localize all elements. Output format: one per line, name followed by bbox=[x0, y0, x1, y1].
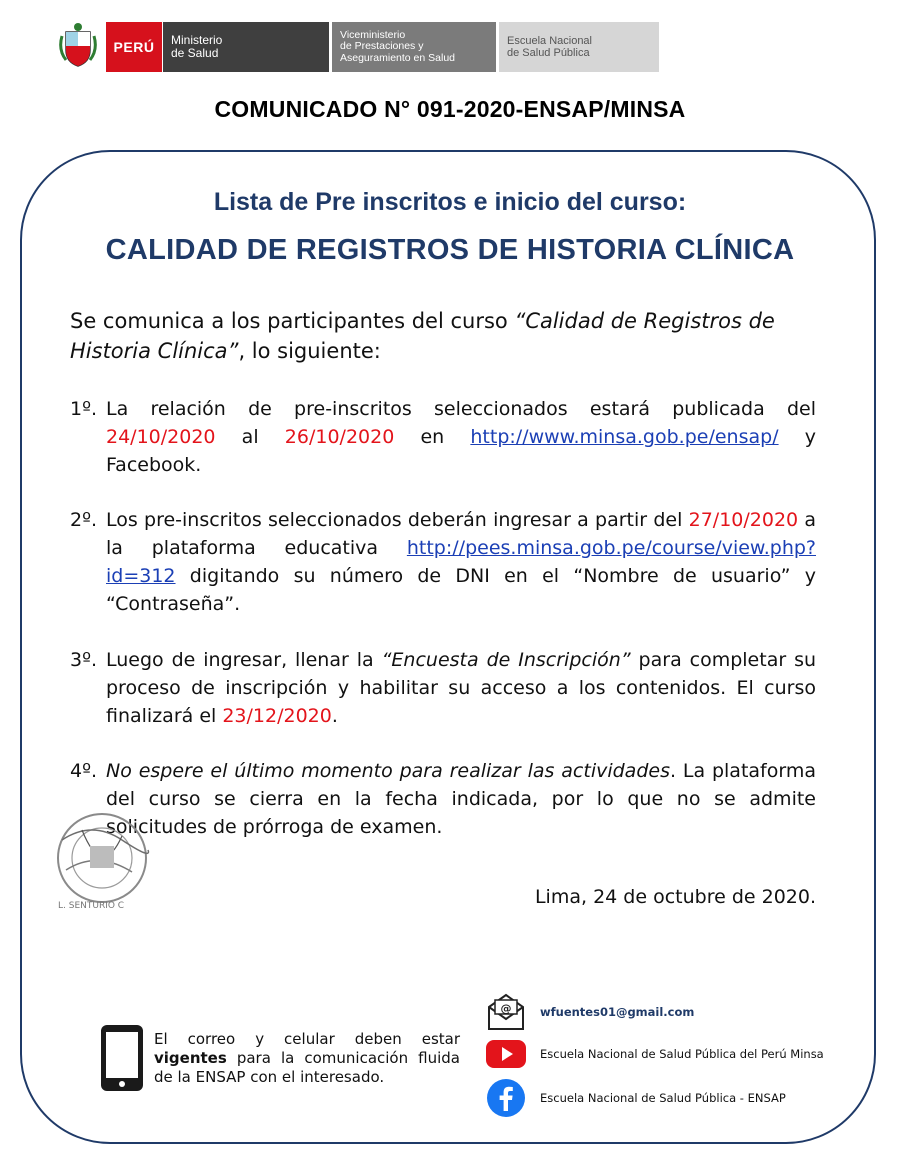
list-item-4 bbox=[70, 757, 816, 841]
course-title: CALIDAD DE REGISTROS DE HISTORIA CLÍNICA bbox=[105, 234, 795, 266]
item-number: 1º. bbox=[70, 398, 98, 420]
official-stamp bbox=[52, 810, 152, 910]
item-number: 4º. bbox=[70, 760, 98, 782]
list-item-1 bbox=[70, 395, 816, 479]
mobile-phone-icon bbox=[100, 1024, 144, 1092]
vice-line-3: Aseguramiento en Salud bbox=[340, 51, 455, 64]
list-item-3 bbox=[70, 646, 816, 730]
facebook-link[interactable]: Escuela Nacional de Salud Pública - ENSAP bbox=[540, 1091, 786, 1105]
school-line-1: Escuela Nacional bbox=[507, 35, 592, 47]
intro-course-name: “Calidad de Registros de Historia Clínica” bbox=[70, 309, 775, 363]
item-text: y Facebook. bbox=[106, 426, 816, 476]
comunicado-heading: COMUNICADO N° 091-2020-ENSAP/MINSA bbox=[214, 96, 686, 122]
item-number: 3º. bbox=[70, 649, 98, 671]
item-text: digitando su número de DNI en el “Nombre de usuario” y “Contraseña”. bbox=[106, 565, 816, 615]
warning-text: No espere el último momento para realizar las actividades bbox=[106, 760, 670, 782]
item-body bbox=[70, 757, 816, 841]
item-number: 2º. bbox=[70, 509, 98, 531]
ministry-label bbox=[162, 22, 329, 72]
item-text: . bbox=[331, 705, 338, 727]
school-label bbox=[499, 22, 659, 72]
svg-text:@: @ bbox=[500, 1002, 512, 1015]
date-start: 27/10/2020 bbox=[688, 509, 799, 531]
ministry-line-1: Ministerio bbox=[171, 33, 223, 47]
date-end: 26/10/2020 bbox=[284, 426, 395, 448]
date-start: 24/10/2020 bbox=[106, 426, 216, 448]
item-body bbox=[70, 395, 816, 479]
item-text: . La plataforma del curso se cierra en la fecha indicada, por lo que no se admite solicitudes de prórroga de examen. bbox=[106, 760, 816, 838]
vice-line-1: Viceministerio bbox=[340, 28, 406, 41]
ministry-line-2: de Salud bbox=[171, 46, 219, 60]
vice-line-2: de Prestaciones y bbox=[340, 40, 424, 53]
platform-link[interactable]: http://pees.minsa.gob.pe/course/view.php?id=312 bbox=[106, 537, 816, 587]
item-text: Los pre-inscritos seleccionados deberán ingresar a partir del bbox=[106, 509, 689, 531]
email-icon bbox=[484, 992, 528, 1032]
page-header bbox=[58, 22, 659, 72]
contact-note bbox=[154, 1030, 460, 1087]
list-item-2 bbox=[70, 506, 816, 618]
intro-paragraph bbox=[70, 306, 830, 366]
note-text-end: para la comunicación fluida de la ENSAP con el interesado. bbox=[154, 1049, 460, 1086]
item-body bbox=[70, 506, 816, 618]
peru-label: PERÚ bbox=[106, 22, 162, 72]
facebook-icon bbox=[484, 1078, 528, 1118]
facebook-contact bbox=[484, 1078, 786, 1118]
item-text: Luego de ingresar, llenar la bbox=[106, 649, 382, 671]
intro-text-end: , lo siguiente: bbox=[238, 339, 381, 363]
youtube-icon bbox=[484, 1034, 528, 1074]
date-end: 23/12/2020 bbox=[222, 705, 332, 727]
item-text: para completar su proceso de inscripción y habilitar su acceso a los contenidos. El curso finalizará el bbox=[106, 649, 817, 727]
coat-of-arms-icon bbox=[58, 22, 98, 68]
survey-name: “Encuesta de Inscripción” bbox=[381, 649, 631, 671]
item-text: en bbox=[394, 426, 471, 448]
ensap-link[interactable]: http://www.minsa.gob.pe/ensap/ bbox=[470, 426, 779, 448]
note-text: El correo y celular deben estar bbox=[154, 1030, 460, 1048]
vice-ministry-label bbox=[332, 22, 496, 72]
intro-text: Se comunica a los participantes del curso bbox=[70, 309, 515, 333]
note-bold: vigentes bbox=[154, 1049, 227, 1067]
youtube-contact bbox=[484, 1034, 824, 1074]
youtube-link[interactable]: Escuela Nacional de Salud Pública del Perú Minsa bbox=[540, 1047, 824, 1061]
item-text: La relación de pre-inscritos seleccionados estará publicada del bbox=[106, 398, 816, 420]
issue-date: Lima, 24 de octubre de 2020. bbox=[534, 886, 816, 908]
school-line-2: de Salud Pública bbox=[507, 47, 590, 59]
email-link[interactable]: wfuentes01@gmail.com bbox=[540, 1005, 695, 1019]
item-text: al bbox=[215, 426, 285, 448]
item-body bbox=[70, 646, 816, 730]
subtitle: Lista de Pre inscritos e inicio del curso: bbox=[213, 188, 687, 216]
item-text: a la plataforma educativa bbox=[106, 509, 817, 559]
stamp-text: L. SENTURIO C bbox=[58, 901, 125, 910]
email-contact bbox=[484, 992, 694, 1032]
